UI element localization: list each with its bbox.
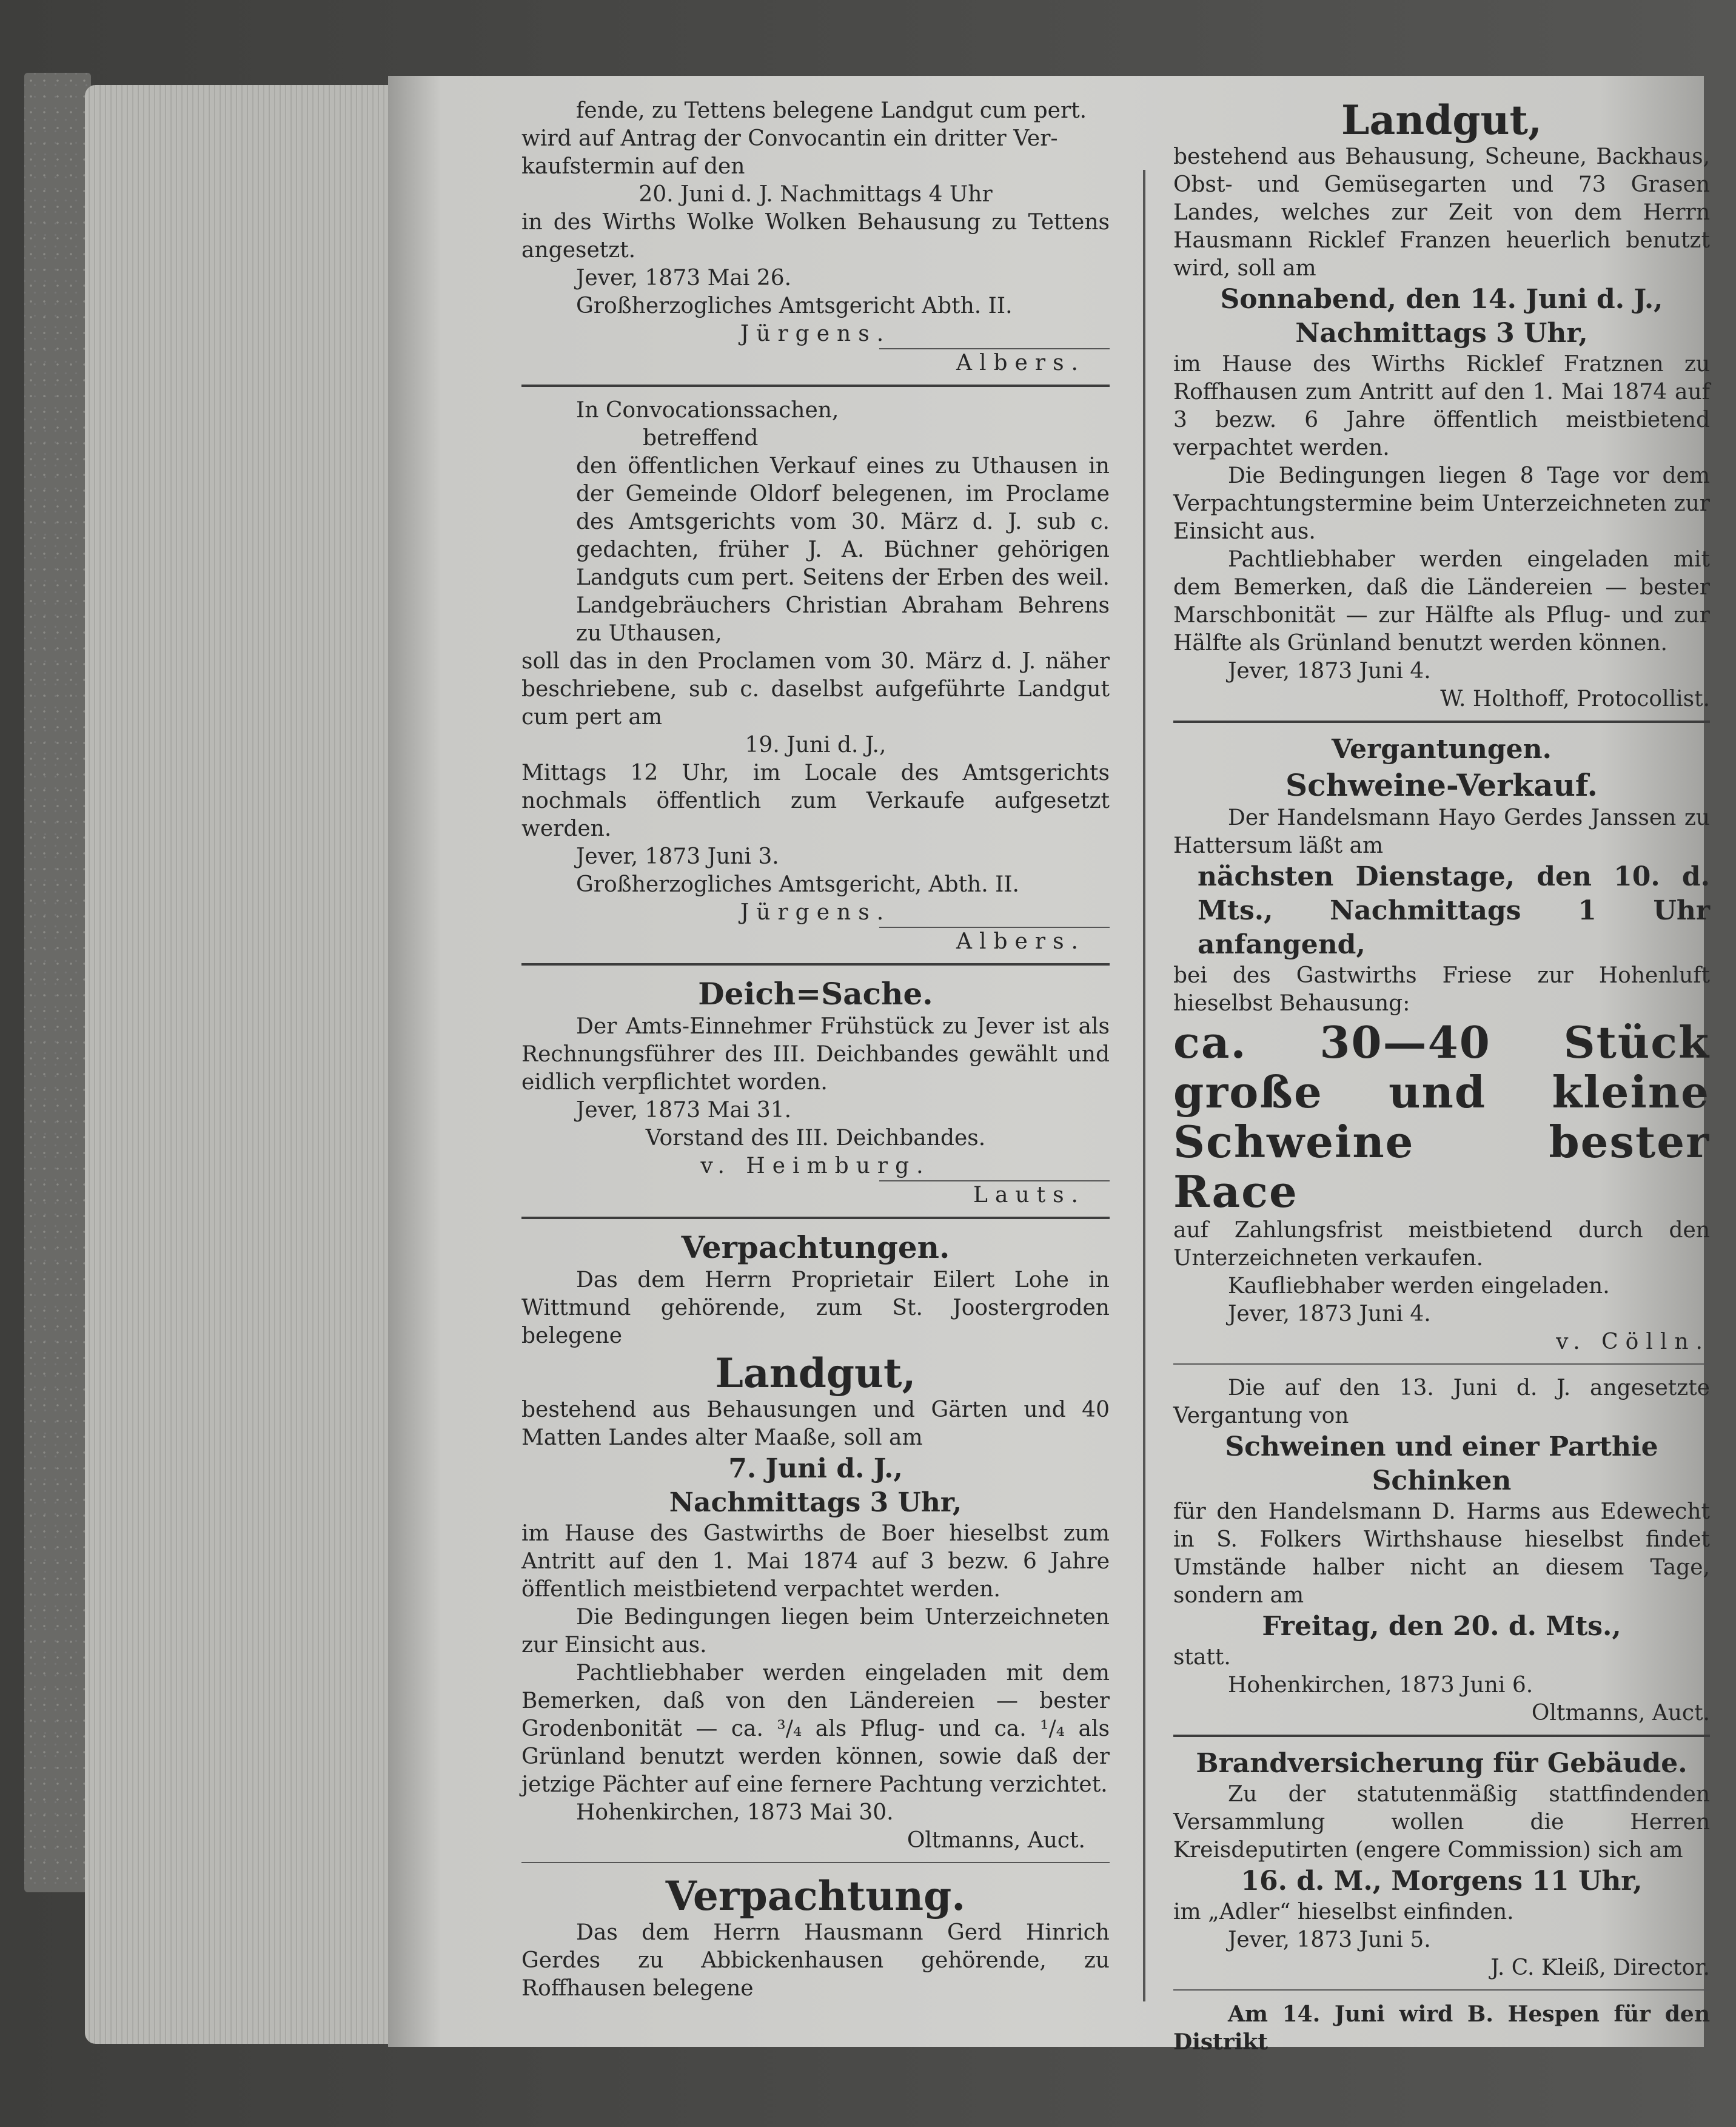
text-block: Pachtliebhaber werden eingeladen mit dem Bemerken, daß die Ländereien — bester Marschbonität — zur Hälfte als Pflug- und zur Hälfte als Grünland benutzt werden können.	[1173, 547, 1710, 656]
text-block: den öffentlichen Verkauf eines zu Uthausen in der Gemeinde Oldorf belegenen, im Proclame des Amtsgerichts vom 30. März d. J. sub c. gedachten, früher J. A. Büchner gehörigen Landguts cum pert. Seitens der Erben des weil. Landgebräuchers Christian Abraham Behrens zu Uthausen,	[576, 454, 1110, 646]
notice-title: Deich=Sache.	[698, 976, 933, 1012]
bold-line: Schweinen und einer Parthie Schinken	[1225, 1431, 1658, 1496]
notice-vergantung-abgesagt	[1173, 1374, 1710, 1727]
signature: Albers.	[956, 351, 1085, 375]
text-block: Der Handelsmann Hayo Gerdes Janssen zu Hattersum läßt am	[1173, 805, 1710, 858]
text-block: bestehend aus Behausungen und Gärten und 40 Matten Landes alter Maaße, soll am	[521, 1397, 1110, 1450]
signature: W. Holthoff, Protocollist.	[1440, 687, 1710, 711]
text-block: bestehend aus Behausung, Scheune, Backhaus, Obst- und Gemüsegarten und 73 Grasen Landes, welches zur Zeit von dem Herrn Hausmann Ricklef Franzen heuerlich benutzt wird, soll am	[1173, 144, 1710, 281]
signature: Albers.	[956, 929, 1085, 954]
signature: Oltmanns, Auct.	[1531, 1701, 1710, 1725]
text-block: auf Zahlungsfrist meistbietend durch den Unterzeichneten verkaufen.	[1173, 1218, 1710, 1271]
auction-time: Nachmittags 3 Uhr,	[669, 1487, 962, 1518]
right-column	[1173, 97, 1710, 2056]
text-block: Der Amts-Einnehmer Frühstück zu Jever ist als Rechnungsführer des III. Deichbandes gewählt und eidlich verpflichtet worden.	[521, 1014, 1110, 1095]
auction-date: Freitag, den 20. d. Mts.,	[1262, 1611, 1621, 1642]
signature: J. C. Kleiß, Director.	[1490, 1955, 1710, 1980]
text-block: in des Wirths Wolke Wolken Behausung zu Tettens angesetzt.	[521, 210, 1110, 263]
notice-title: Verpachtungen.	[681, 1229, 950, 1265]
signature: Oltmanns, Auct.	[907, 1828, 1085, 1853]
section-divider	[521, 1862, 1110, 1863]
auction-time: Nachmittags 3 Uhr,	[1295, 318, 1588, 349]
text-block: für den Handelsmann D. Harms aus Edewecht in S. Folkers Wirthshause hieselbst findet Umstände halber nicht an diesem Tage, sondern am	[1173, 1499, 1710, 1608]
section-divider	[521, 385, 1110, 387]
text-block: bei des Gastwirths Friese zur Hohenluft hieselbst Behausung:	[1173, 963, 1710, 1016]
court-name: Großherzogliches Amtsgericht Abth. II.	[576, 294, 1013, 318]
column-divider	[1143, 170, 1145, 2001]
text-block: Das dem Herrn Hausmann Gerd Hinrich Gerdes zu Abbickenhausen gehörende, zu Roffhausen belegene	[521, 1920, 1110, 2001]
notice-title: Verpachtung.	[665, 1872, 966, 1920]
notice-verpachtungen	[521, 1229, 1110, 1855]
dateline: Hohenkirchen, 1873 Mai 30.	[576, 1800, 894, 1825]
page-stack-edges	[85, 85, 388, 2044]
signature: v. Cölln.	[1556, 1329, 1710, 1354]
section-divider	[1173, 1989, 1710, 1991]
section-divider	[1173, 1363, 1710, 1365]
text-block: im Hause des Gastwirths de Boer hieselbst zum Antritt auf den 1. Mai 1874 auf 3 bezw. 6 Jahre öffentlich meistbietend verpachtet werden.	[521, 1521, 1110, 1602]
dateline: Jever, 1873 Mai 31.	[576, 1098, 792, 1123]
auction-date: Sonnabend, den 14. Juni d. J.,	[1220, 284, 1663, 315]
text-line: fende, zu Tettens belegene Landgut cum pert.	[576, 98, 1087, 123]
text-line: Am 14. Juni wird B. Hespen für den Distrikt	[1173, 2001, 1710, 2055]
text-line: im „Adler“ hieselbst einfinden.	[1173, 1900, 1514, 1924]
book-cover-edge	[24, 73, 91, 1892]
notice-subtitle: Schweine-Verkauf.	[1285, 767, 1598, 803]
text-block: Die auf den 13. Juni d. J. angesetzte Vergantung von	[1173, 1376, 1710, 1428]
auction-date: 19. Juni d. J.,	[745, 733, 886, 758]
notice-hespen	[1173, 2000, 1710, 2056]
section-divider	[521, 963, 1110, 966]
auction-date: 16. d. M., Morgens 11 Uhr,	[1241, 1866, 1643, 1897]
text-block: im Hause des Wirths Ricklef Fratznen zu Roffhausen zum Antritt auf den 1. Mai 1874 auf 3 bezw. 6 Jahre öffentlich meistbietend verpachtet werden.	[1173, 352, 1710, 460]
auction-date: 7. Juni d. J.,	[728, 1453, 903, 1484]
text-line: kaufstermin auf den	[521, 154, 745, 179]
signature: Jürgens.	[740, 321, 891, 346]
notice-deich-sache	[521, 975, 1110, 1209]
heading-line: In Convocationssachen,	[576, 398, 839, 423]
dateline: Jever, 1873 Juni 3.	[576, 844, 779, 869]
text-block: Das dem Herrn Proprietair Eilert Lohe in Wittmund gehörende, zum St. Joostergroden belegene	[521, 1268, 1110, 1348]
text-line: wird auf Antrag der Convocantin ein dritter Ver-	[521, 126, 1058, 151]
notice-auction-tettens	[521, 97, 1110, 377]
text-block: Kaufliebhaber werden eingeladen.	[1228, 1274, 1610, 1299]
big-heading: ca. 30—40 Stück große und kleine Schweine bester Race	[1173, 1016, 1710, 1217]
court-name: Großherzogliches Amtsgericht, Abth. II.	[576, 872, 1019, 897]
text-line: statt.	[1173, 1645, 1231, 1670]
dateline: Hohenkirchen, 1873 Juni 6.	[1228, 1673, 1533, 1698]
text-block: Die Bedingungen liegen 8 Tage vor dem Verpachtungstermine beim Unterzeichneten zur Einsicht aus.	[1173, 463, 1710, 544]
section-divider	[521, 1217, 1110, 1219]
big-heading: Landgut,	[1341, 96, 1542, 144]
big-heading: Landgut,	[715, 1349, 916, 1397]
notice-convocation	[521, 397, 1110, 956]
dateline: Jever, 1873 Mai 26.	[576, 266, 792, 291]
signature: Jürgens.	[740, 900, 891, 925]
notice-brandversicherung	[1173, 1747, 1710, 1982]
dateline: Jever, 1873 Juni 4.	[1228, 1302, 1431, 1326]
signature: v. Heimburg.	[700, 1154, 931, 1178]
dateline: Jever, 1873 Juni 4.	[1228, 659, 1431, 684]
notice-title: Brandversicherung für Gebäude.	[1196, 1748, 1687, 1779]
board-name: Vorstand des III. Deichbandes.	[645, 1126, 986, 1151]
section-divider	[1173, 1735, 1710, 1737]
notice-schweine-verkauf	[1173, 733, 1710, 1356]
signature: Lauts.	[973, 1183, 1085, 1208]
text-line: betreffend	[643, 426, 759, 451]
notice-title: Vergantungen.	[1332, 734, 1552, 765]
text-block: Mittags 12 Uhr, im Locale des Amtsgerichts nochmals öffentlich zum Verkaufe aufgesetzt werden.	[521, 761, 1110, 841]
text-block: Die Bedingungen liegen beim Unterzeichneten zur Einsicht aus.	[521, 1605, 1110, 1658]
notice-landgut-roffhausen	[1173, 97, 1710, 713]
text-block: Zu der statutenmäßig stattfindenden Versammlung wollen die Herren Kreisdeputirten (engere Commission) sich am	[1173, 1782, 1710, 1863]
dateline: Jever, 1873 Juni 5.	[1228, 1927, 1431, 1952]
text-block: soll das in den Proclamen vom 30. März d. J. näher beschriebene, sub c. daselbst aufgeführte Landgut cum pert am	[521, 649, 1110, 730]
text-block: Pachtliebhaber werden eingeladen mit dem Bemerken, daß von den Ländereien — bester Grodenbonität — ca. ³/₄ als Pflug- und ca. ¹/₄ als Grünland benutzt werden können, sowie daß der jetzige Pächter auf eine fernere Pachtung verzichtet.	[521, 1661, 1110, 1797]
section-divider	[1173, 721, 1710, 723]
auction-date: 20. Juni d. J. Nachmittags 4 Uhr	[638, 182, 993, 207]
notice-verpachtung	[521, 1873, 1110, 2003]
auction-date: nächsten Dienstage, den 10. d. Mts., Nachmittags 1 Uhr anfangend,	[1198, 861, 1710, 960]
left-column	[521, 97, 1110, 2003]
